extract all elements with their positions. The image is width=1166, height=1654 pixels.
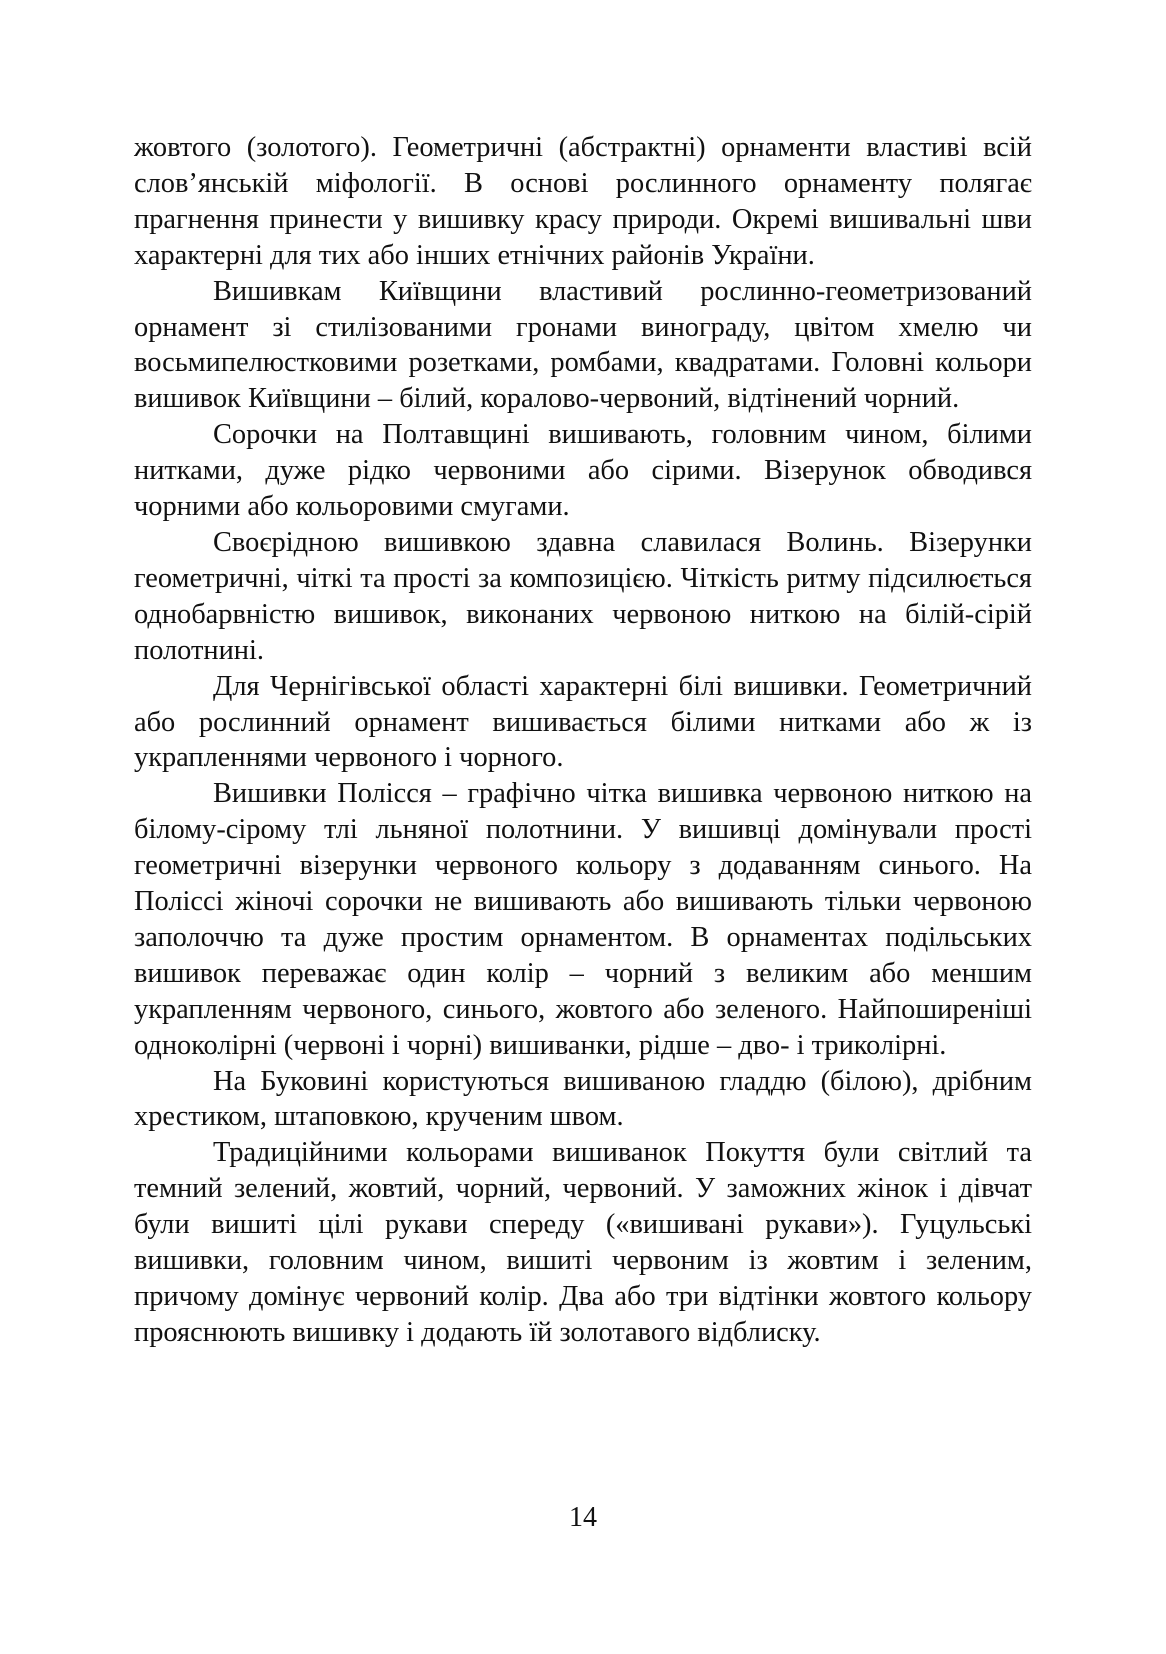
paragraph-chernihiv-region: Для Чернігівської області характерні білі вишивки. Геометричний або рослинний орнамент вишивається білими нитками або ж із украпленнями червоного і чорного. <box>134 670 1032 774</box>
paragraph-continuation: жовтого (золотого). Геометричні (абстрактні) орнаменти властиві всій слов’янській міфології. В основі рослинного орнаменту полягає прагнення принести у вишивку красу природи. Окремі вишивальні шви характерні для тих або інших етнічних районів України. <box>134 132 1032 271</box>
paragraph-poltava-region: Сорочки на Полтавщині вишивають, головним чином, білими нитками, дуже рідко червоними або сірими. Візерунок обводився чорними або кольоровими смугами. <box>134 419 1032 523</box>
body-text <box>134 130 1032 1351</box>
paragraph-pokuttia: Традиційними кольорами вишиванок Покуття були світлий та темний зелений, жовтий, чорний, червоний. У заможних жінок і дівчат були вишиті цілі рукави спереду («вишивані рукави»). Гуцульські вишивки, головним чином, вишиті червоним із жовтим і зеленим, причому домінує червоний колір. Два або три відтінки жовтого кольору прояснюють вишивку і додають їй золотавого відблиску. <box>134 1137 1032 1348</box>
paragraph-kyiv-region: Вишивкам Київщини властивий рослинно-геометризований орнамент зі стилізованими гронами винограду, цвітом хмелю чи восьмипелюстковими розетками, ромбами, квадратами. Головні кольори вишивок Київщини – білий, коралово-червоний, відтінений чорний. <box>134 275 1032 415</box>
page-number: 14 <box>569 1502 597 1533</box>
paragraph-volyn: Своєрідною вишивкою здавна славилася Волинь. Візерунки геометричні, чіткі та прості за композицією. Чіткість ритму підсилюється однобарвністю вишивок, виконаних червоною ниткою на білій-сірій полотнині. <box>134 526 1032 666</box>
paragraph-polissia: Вишивки Полісся – графічно чітка вишивка червоною ниткою на білому-сірому тлі льняної полотнини. У вишивці домінували прості геометричні візерунки червоного кольору з додаванням синього. На Поліссі жіночі сорочки не вишивають або вишивають тільки червоною заполоччю та дуже простим орнаментом. В орнаментах подільських вишивок переважає один колір – чорний з великим або меншим украпленням червоного, синього, жовтого або зеленого. Найпоширеніші одноколірні (червоні і чорні) вишиванки, рідше – дво- і триколірні. <box>134 778 1032 1061</box>
paragraph-bukovyna: На Буковині користуються вишиваною гладдю (білою), дрібним хрестиком, штаповкою, крученим швом. <box>134 1065 1032 1133</box>
